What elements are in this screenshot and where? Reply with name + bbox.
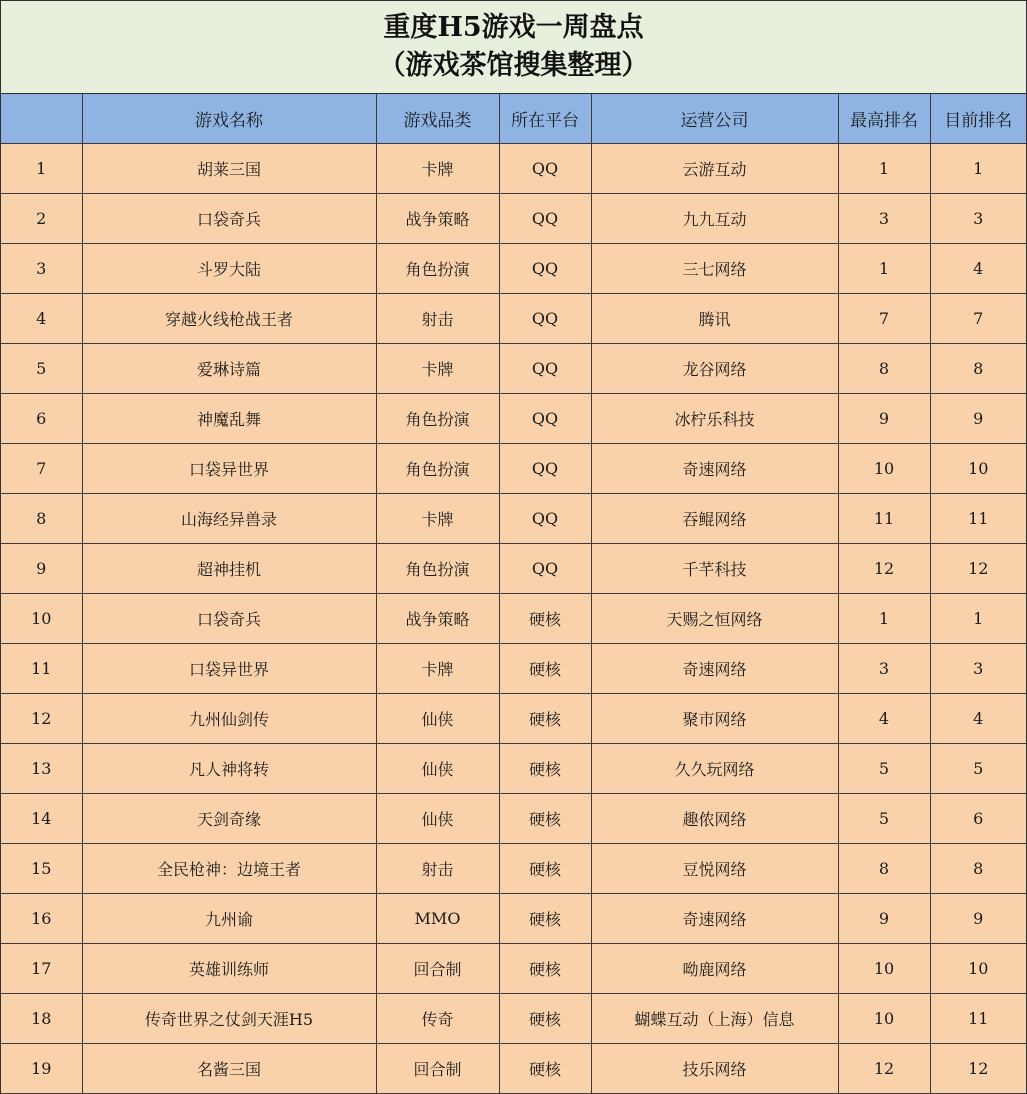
cell-game-name: 穿越火线枪战王者 bbox=[82, 294, 376, 344]
cell-genre: 传奇 bbox=[376, 994, 499, 1044]
cell-operator: 腾讯 bbox=[591, 294, 838, 344]
cell-platform: 硬核 bbox=[499, 894, 591, 944]
cell-operator: 千芊科技 bbox=[591, 544, 838, 594]
cell-index: 11 bbox=[1, 644, 82, 694]
table-row bbox=[1, 294, 1026, 344]
table-row bbox=[1, 644, 1026, 694]
cell-game-name: 传奇世界之仗剑天涯H5 bbox=[82, 994, 376, 1044]
table-row bbox=[1, 844, 1026, 894]
cell-operator: 九九互动 bbox=[591, 194, 838, 244]
cell-platform: QQ bbox=[499, 144, 591, 194]
cell-index: 13 bbox=[1, 744, 82, 794]
header-genre: 游戏品类 bbox=[376, 94, 499, 144]
cell-current-rank: 9 bbox=[930, 394, 1026, 444]
cell-operator: 三七网络 bbox=[591, 244, 838, 294]
header-current-rank: 目前排名 bbox=[930, 94, 1026, 144]
header-index bbox=[1, 94, 82, 144]
cell-current-rank: 11 bbox=[930, 494, 1026, 544]
cell-index: 9 bbox=[1, 544, 82, 594]
cell-operator: 龙谷网络 bbox=[591, 344, 838, 394]
cell-game-name: 超神挂机 bbox=[82, 544, 376, 594]
cell-genre: 仙侠 bbox=[376, 794, 499, 844]
cell-highest-rank: 1 bbox=[838, 244, 930, 294]
cell-platform: 硬核 bbox=[499, 994, 591, 1044]
cell-genre: 射击 bbox=[376, 294, 499, 344]
cell-highest-rank: 12 bbox=[838, 1044, 930, 1094]
cell-game-name: 口袋奇兵 bbox=[82, 594, 376, 644]
cell-index: 17 bbox=[1, 944, 82, 994]
cell-platform: 硬核 bbox=[499, 744, 591, 794]
cell-highest-rank: 1 bbox=[838, 144, 930, 194]
table-row bbox=[1, 194, 1026, 244]
cell-index: 15 bbox=[1, 844, 82, 894]
cell-current-rank: 8 bbox=[930, 344, 1026, 394]
cell-current-rank: 1 bbox=[930, 144, 1026, 194]
cell-index: 19 bbox=[1, 1044, 82, 1094]
cell-game-name: 神魔乱舞 bbox=[82, 394, 376, 444]
cell-genre: 射击 bbox=[376, 844, 499, 894]
cell-highest-rank: 5 bbox=[838, 794, 930, 844]
cell-highest-rank: 8 bbox=[838, 844, 930, 894]
cell-current-rank: 4 bbox=[930, 694, 1026, 744]
table-row bbox=[1, 444, 1026, 494]
cell-operator: 聚市网络 bbox=[591, 694, 838, 744]
header-platform: 所在平台 bbox=[499, 94, 591, 144]
cell-operator: 呦鹿网络 bbox=[591, 944, 838, 994]
cell-highest-rank: 8 bbox=[838, 344, 930, 394]
cell-platform: QQ bbox=[499, 244, 591, 294]
cell-current-rank: 10 bbox=[930, 444, 1026, 494]
cell-current-rank: 9 bbox=[930, 894, 1026, 944]
cell-operator: 久久玩网络 bbox=[591, 744, 838, 794]
cell-operator: 吞鲲网络 bbox=[591, 494, 838, 544]
cell-index: 1 bbox=[1, 144, 82, 194]
cell-operator: 蝴蝶互动（上海）信息 bbox=[591, 994, 838, 1044]
cell-index: 6 bbox=[1, 394, 82, 444]
table-row bbox=[1, 944, 1026, 994]
cell-index: 7 bbox=[1, 444, 82, 494]
page-title: 重度H5游戏一周盘点 bbox=[383, 12, 644, 43]
cell-platform: 硬核 bbox=[499, 644, 591, 694]
cell-genre: 卡牌 bbox=[376, 494, 499, 544]
cell-game-name: 口袋异世界 bbox=[82, 444, 376, 494]
cell-genre: 角色扮演 bbox=[376, 544, 499, 594]
cell-index: 4 bbox=[1, 294, 82, 344]
cell-highest-rank: 9 bbox=[838, 894, 930, 944]
cell-platform: QQ bbox=[499, 294, 591, 344]
table-row bbox=[1, 694, 1026, 744]
cell-game-name: 山海经异兽录 bbox=[82, 494, 376, 544]
cell-current-rank: 1 bbox=[930, 594, 1026, 644]
table-row bbox=[1, 244, 1026, 294]
table-row bbox=[1, 594, 1026, 644]
cell-operator: 趣侬网络 bbox=[591, 794, 838, 844]
cell-index: 8 bbox=[1, 494, 82, 544]
cell-operator: 奇速网络 bbox=[591, 444, 838, 494]
cell-highest-rank: 3 bbox=[838, 644, 930, 694]
cell-current-rank: 7 bbox=[930, 294, 1026, 344]
cell-current-rank: 3 bbox=[930, 644, 1026, 694]
cell-genre: MMO bbox=[376, 894, 499, 944]
cell-game-name: 凡人神将转 bbox=[82, 744, 376, 794]
header-operator: 运营公司 bbox=[591, 94, 838, 144]
cell-genre: 卡牌 bbox=[376, 644, 499, 694]
cell-operator: 冰柠乐科技 bbox=[591, 394, 838, 444]
page-subtitle: （游戏茶馆搜集整理） bbox=[378, 50, 649, 81]
cell-genre: 卡牌 bbox=[376, 144, 499, 194]
cell-game-name: 胡莱三国 bbox=[82, 144, 376, 194]
cell-current-rank: 3 bbox=[930, 194, 1026, 244]
cell-platform: QQ bbox=[499, 394, 591, 444]
cell-current-rank: 6 bbox=[930, 794, 1026, 844]
cell-highest-rank: 10 bbox=[838, 994, 930, 1044]
cell-current-rank: 5 bbox=[930, 744, 1026, 794]
cell-game-name: 英雄训练师 bbox=[82, 944, 376, 994]
cell-current-rank: 12 bbox=[930, 544, 1026, 594]
cell-game-name: 九州仙剑传 bbox=[82, 694, 376, 744]
cell-genre: 卡牌 bbox=[376, 344, 499, 394]
table-row bbox=[1, 794, 1026, 844]
table-row bbox=[1, 344, 1026, 394]
cell-genre: 回合制 bbox=[376, 1044, 499, 1094]
cell-genre: 回合制 bbox=[376, 944, 499, 994]
cell-operator: 奇速网络 bbox=[591, 644, 838, 694]
table-row bbox=[1, 394, 1026, 444]
cell-game-name: 斗罗大陆 bbox=[82, 244, 376, 294]
cell-platform: 硬核 bbox=[499, 594, 591, 644]
cell-platform: 硬核 bbox=[499, 1044, 591, 1094]
cell-platform: 硬核 bbox=[499, 944, 591, 994]
cell-index: 16 bbox=[1, 894, 82, 944]
cell-current-rank: 4 bbox=[930, 244, 1026, 294]
cell-operator: 奇速网络 bbox=[591, 894, 838, 944]
cell-game-name: 天剑奇缘 bbox=[82, 794, 376, 844]
table-row bbox=[1, 894, 1026, 944]
cell-index: 2 bbox=[1, 194, 82, 244]
cell-game-name: 九州谕 bbox=[82, 894, 376, 944]
cell-game-name: 口袋奇兵 bbox=[82, 194, 376, 244]
cell-operator: 技乐网络 bbox=[591, 1044, 838, 1094]
table-row bbox=[1, 544, 1026, 594]
cell-genre: 角色扮演 bbox=[376, 244, 499, 294]
cell-current-rank: 12 bbox=[930, 1044, 1026, 1094]
cell-platform: QQ bbox=[499, 344, 591, 394]
header-game-name: 游戏名称 bbox=[82, 94, 376, 144]
cell-operator: 云游互动 bbox=[591, 144, 838, 194]
title-block bbox=[1, 1, 1026, 94]
cell-operator: 天赐之恒网络 bbox=[591, 594, 838, 644]
cell-genre: 仙侠 bbox=[376, 744, 499, 794]
cell-genre: 仙侠 bbox=[376, 694, 499, 744]
cell-index: 10 bbox=[1, 594, 82, 644]
header-highest-rank: 最高排名 bbox=[838, 94, 930, 144]
cell-platform: 硬核 bbox=[499, 844, 591, 894]
cell-game-name: 口袋异世界 bbox=[82, 644, 376, 694]
cell-genre: 战争策略 bbox=[376, 594, 499, 644]
cell-operator: 豆悦网络 bbox=[591, 844, 838, 894]
cell-game-name: 爱琳诗篇 bbox=[82, 344, 376, 394]
ranking-table bbox=[1, 94, 1026, 1094]
cell-index: 5 bbox=[1, 344, 82, 394]
cell-highest-rank: 4 bbox=[838, 694, 930, 744]
cell-platform: QQ bbox=[499, 194, 591, 244]
cell-index: 18 bbox=[1, 994, 82, 1044]
table-row bbox=[1, 1044, 1026, 1094]
cell-game-name: 名酱三国 bbox=[82, 1044, 376, 1094]
cell-platform: QQ bbox=[499, 444, 591, 494]
table-row bbox=[1, 744, 1026, 794]
table-row bbox=[1, 144, 1026, 194]
table-body bbox=[1, 144, 1026, 1094]
table-row bbox=[1, 994, 1026, 1044]
cell-platform: 硬核 bbox=[499, 794, 591, 844]
cell-genre: 角色扮演 bbox=[376, 444, 499, 494]
cell-current-rank: 10 bbox=[930, 944, 1026, 994]
cell-current-rank: 11 bbox=[930, 994, 1026, 1044]
cell-index: 12 bbox=[1, 694, 82, 744]
cell-platform: QQ bbox=[499, 544, 591, 594]
cell-highest-rank: 10 bbox=[838, 444, 930, 494]
cell-highest-rank: 12 bbox=[838, 544, 930, 594]
table-row bbox=[1, 494, 1026, 544]
cell-platform: 硬核 bbox=[499, 694, 591, 744]
cell-platform: QQ bbox=[499, 494, 591, 544]
cell-index: 14 bbox=[1, 794, 82, 844]
cell-highest-rank: 11 bbox=[838, 494, 930, 544]
cell-current-rank: 8 bbox=[930, 844, 1026, 894]
cell-genre: 战争策略 bbox=[376, 194, 499, 244]
cell-highest-rank: 1 bbox=[838, 594, 930, 644]
cell-highest-rank: 5 bbox=[838, 744, 930, 794]
cell-highest-rank: 9 bbox=[838, 394, 930, 444]
cell-index: 3 bbox=[1, 244, 82, 294]
cell-game-name: 全民枪神：边境王者 bbox=[82, 844, 376, 894]
cell-highest-rank: 10 bbox=[838, 944, 930, 994]
cell-genre: 角色扮演 bbox=[376, 394, 499, 444]
header-row bbox=[1, 94, 1026, 144]
cell-highest-rank: 7 bbox=[838, 294, 930, 344]
cell-highest-rank: 3 bbox=[838, 194, 930, 244]
